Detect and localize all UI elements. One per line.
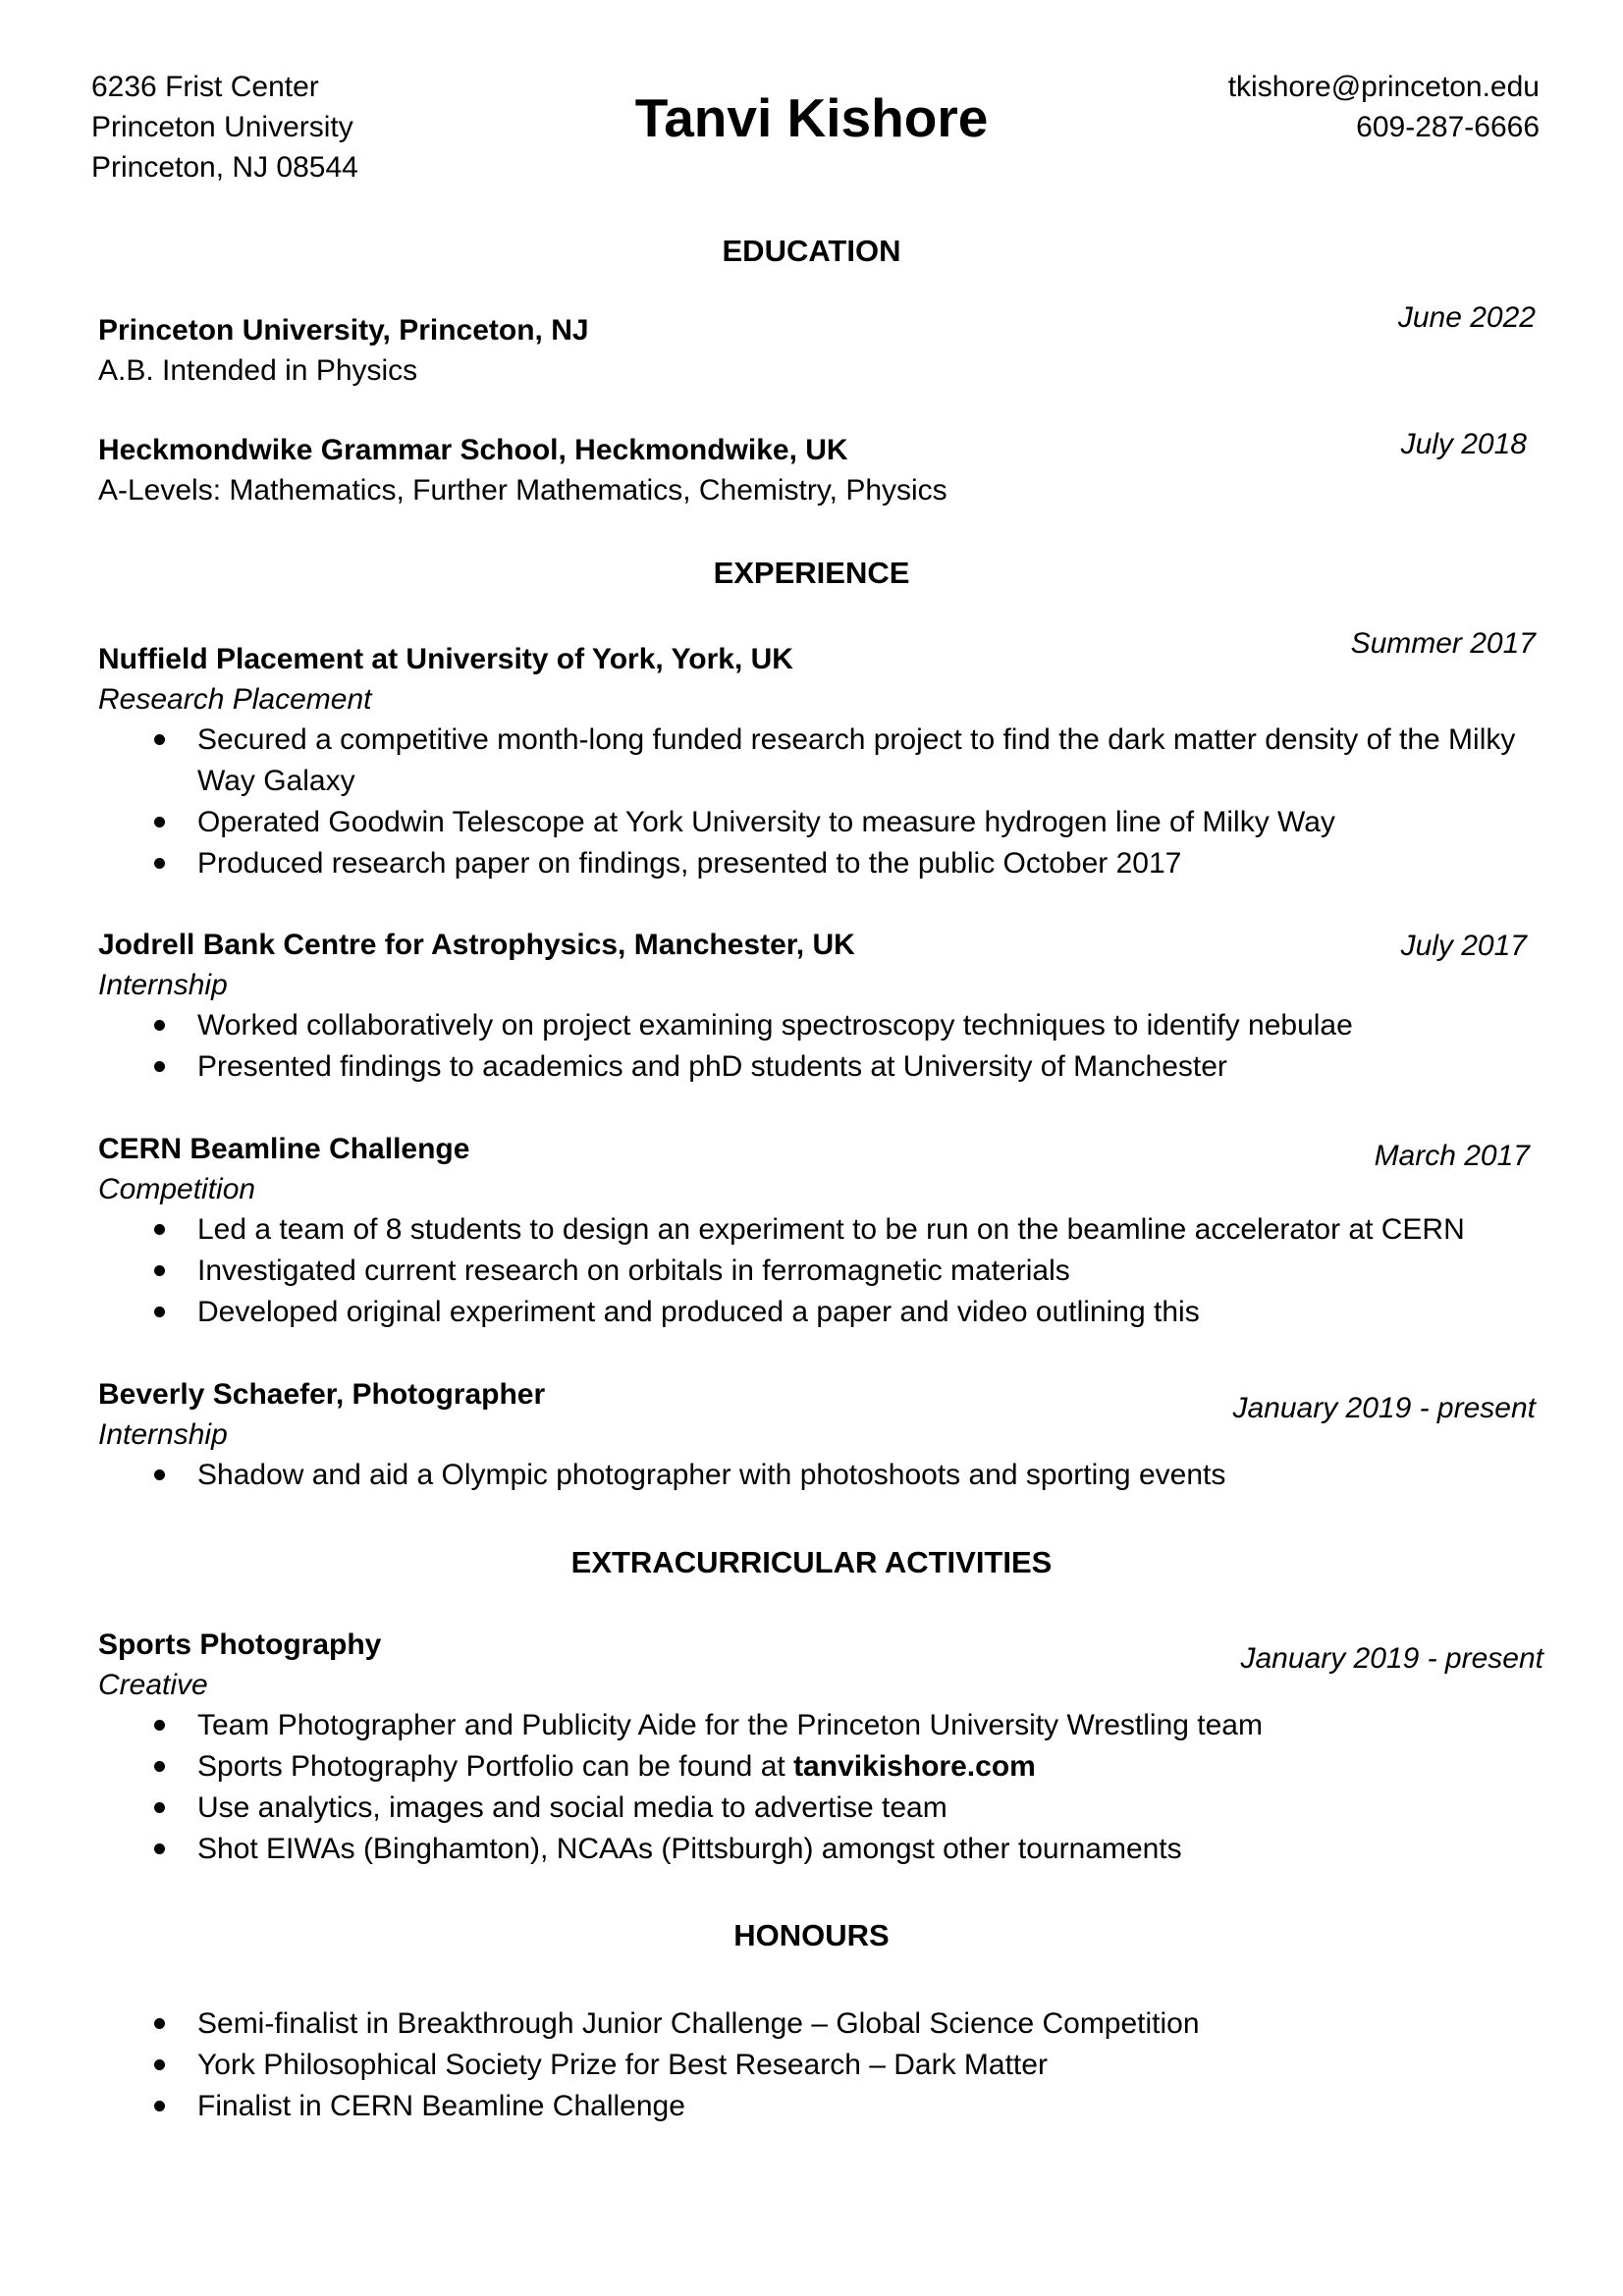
bullet-dot (154, 1061, 165, 1072)
candidate-name: Tanvi Kishore (634, 87, 989, 148)
bullet-item: Team Photographer and Publicity Aide for the Princeton University Wrestling team (98, 1705, 1542, 1746)
bullet-dot (154, 1761, 165, 1772)
bullet-list (98, 720, 1542, 884)
phone: 609-287-6666 (1356, 111, 1540, 143)
education-entry (98, 430, 1542, 510)
bullet-dot (154, 1020, 165, 1031)
role: Competition (98, 1173, 256, 1205)
bullet-item: Finalist in CERN Beamline Challenge (98, 2086, 1542, 2127)
bullet-item: Sports Photography Portfolio can be found at tanvikishore.com (98, 1746, 1542, 1788)
entry-date: March 2017 (1374, 1140, 1530, 1172)
bullet-dot (154, 1720, 165, 1731)
entry-date: July 2017 (1400, 930, 1527, 962)
organization: Beverly Schaefer, Photographer (98, 1378, 546, 1411)
school-name: Heckmondwike Grammar School, Heckmondwike, UK (98, 434, 848, 466)
degree-detail: A.B. Intended in Physics (98, 354, 418, 387)
bullet-dot (154, 2101, 165, 2111)
bullet-dot (154, 734, 165, 745)
bullet-item: Secured a competitive month-long funded research project to find the dark matter density of the Milky Way Galaxy (98, 720, 1542, 802)
bullet-item: Developed original experiment and produced a paper and video outlining this (98, 1292, 1542, 1333)
experience-entry (98, 925, 1542, 1088)
activity-name: Sports Photography (98, 1629, 382, 1661)
entry-date: January 2019 - present (1232, 1392, 1536, 1424)
bullet-dot (154, 1307, 165, 1317)
bullet-item: Shadow and aid a Olympic photographer with photoshoots and sporting events (98, 1455, 1542, 1496)
degree-detail: A-Levels: Mathematics, Further Mathematics, Chemistry, Physics (98, 474, 947, 507)
email[interactable]: tkishore@princeton.edu (1227, 71, 1540, 103)
extracurricular-heading: EXTRACURRICULAR ACTIVITIES (570, 1545, 1053, 1579)
entry-date: July 2018 (1400, 428, 1527, 460)
bullet-item: York Philosophical Society Prize for Best Research – Dark Matter (98, 2045, 1542, 2086)
honours-heading: HONOURS (733, 1918, 890, 1952)
bullet-item: Produced research paper on findings, presented to the public October 2017 (98, 843, 1542, 884)
bullet-dot (154, 2059, 165, 2070)
honours-list (98, 2003, 1542, 2127)
bullet-item: Operated Goodwin Telescope at York University to measure hydrogen line of Milky Way (98, 802, 1542, 843)
bullet-item: Semi-finalist in Breakthrough Junior Challenge – Global Science Competition (98, 2003, 1542, 2045)
role: Internship (98, 969, 228, 1001)
bullet-list (98, 1209, 1542, 1333)
role: Research Placement (98, 683, 372, 716)
role: Internship (98, 1418, 228, 1451)
bullet-dot (154, 1265, 165, 1276)
experience-entry (98, 1129, 1542, 1333)
experience-entry (98, 627, 1542, 884)
bullet-list (98, 1005, 1542, 1088)
address-line: 6236 Frist Center (91, 71, 319, 103)
address-line: Princeton University (91, 111, 353, 143)
organization: CERN Beamline Challenge (98, 1133, 470, 1165)
organization: Nuffield Placement at University of York, York, UK (98, 643, 793, 675)
bullet-item: Presented findings to academics and phD students at University of Manchester (98, 1046, 1542, 1088)
bullet-item: Shot EIWAs (Binghamton), NCAAs (Pittsburgh) amongst other tournaments (98, 1829, 1542, 1870)
bullet-item: Use analytics, images and social media to advertise team (98, 1788, 1542, 1829)
contact-block (1228, 67, 1540, 147)
entry-date: Summer 2017 (1350, 627, 1536, 660)
education-entry (98, 301, 1542, 391)
experience-entry (98, 1374, 1542, 1496)
entry-date: January 2019 - present (1240, 1642, 1543, 1675)
bullet-dot (154, 1469, 165, 1480)
experience-heading: EXPERIENCE (713, 556, 910, 590)
address-line: Princeton, NJ 08544 (91, 151, 358, 184)
bullet-dot (154, 1802, 165, 1813)
entry-date: June 2022 (1397, 301, 1536, 334)
education-heading: EDUCATION (722, 234, 901, 268)
extracurricular-entry (98, 1625, 1542, 1870)
bullet-list (98, 2003, 1542, 2127)
bullet-list (98, 1705, 1542, 1870)
bullet-item: Worked collaboratively on project examining spectroscopy techniques to identify nebulae (98, 1005, 1542, 1046)
bullet-dot (154, 1843, 165, 1854)
bullet-dot (154, 858, 165, 869)
school-name: Princeton University, Princeton, NJ (98, 314, 589, 347)
bullet-dot (154, 1224, 165, 1235)
activity-type: Creative (98, 1669, 208, 1701)
bullet-dot (154, 2018, 165, 2029)
bullet-item: Led a team of 8 students to design an experiment to be run on the beamline accelerator at CERN (98, 1209, 1542, 1251)
portfolio-link[interactable]: tanvikishore.com (793, 1750, 1036, 1783)
organization: Jodrell Bank Centre for Astrophysics, Manchester, UK (98, 929, 855, 961)
bullet-list (98, 1455, 1542, 1496)
bullet-item: Investigated current research on orbitals in ferromagnetic materials (98, 1251, 1542, 1292)
bullet-dot (154, 817, 165, 828)
